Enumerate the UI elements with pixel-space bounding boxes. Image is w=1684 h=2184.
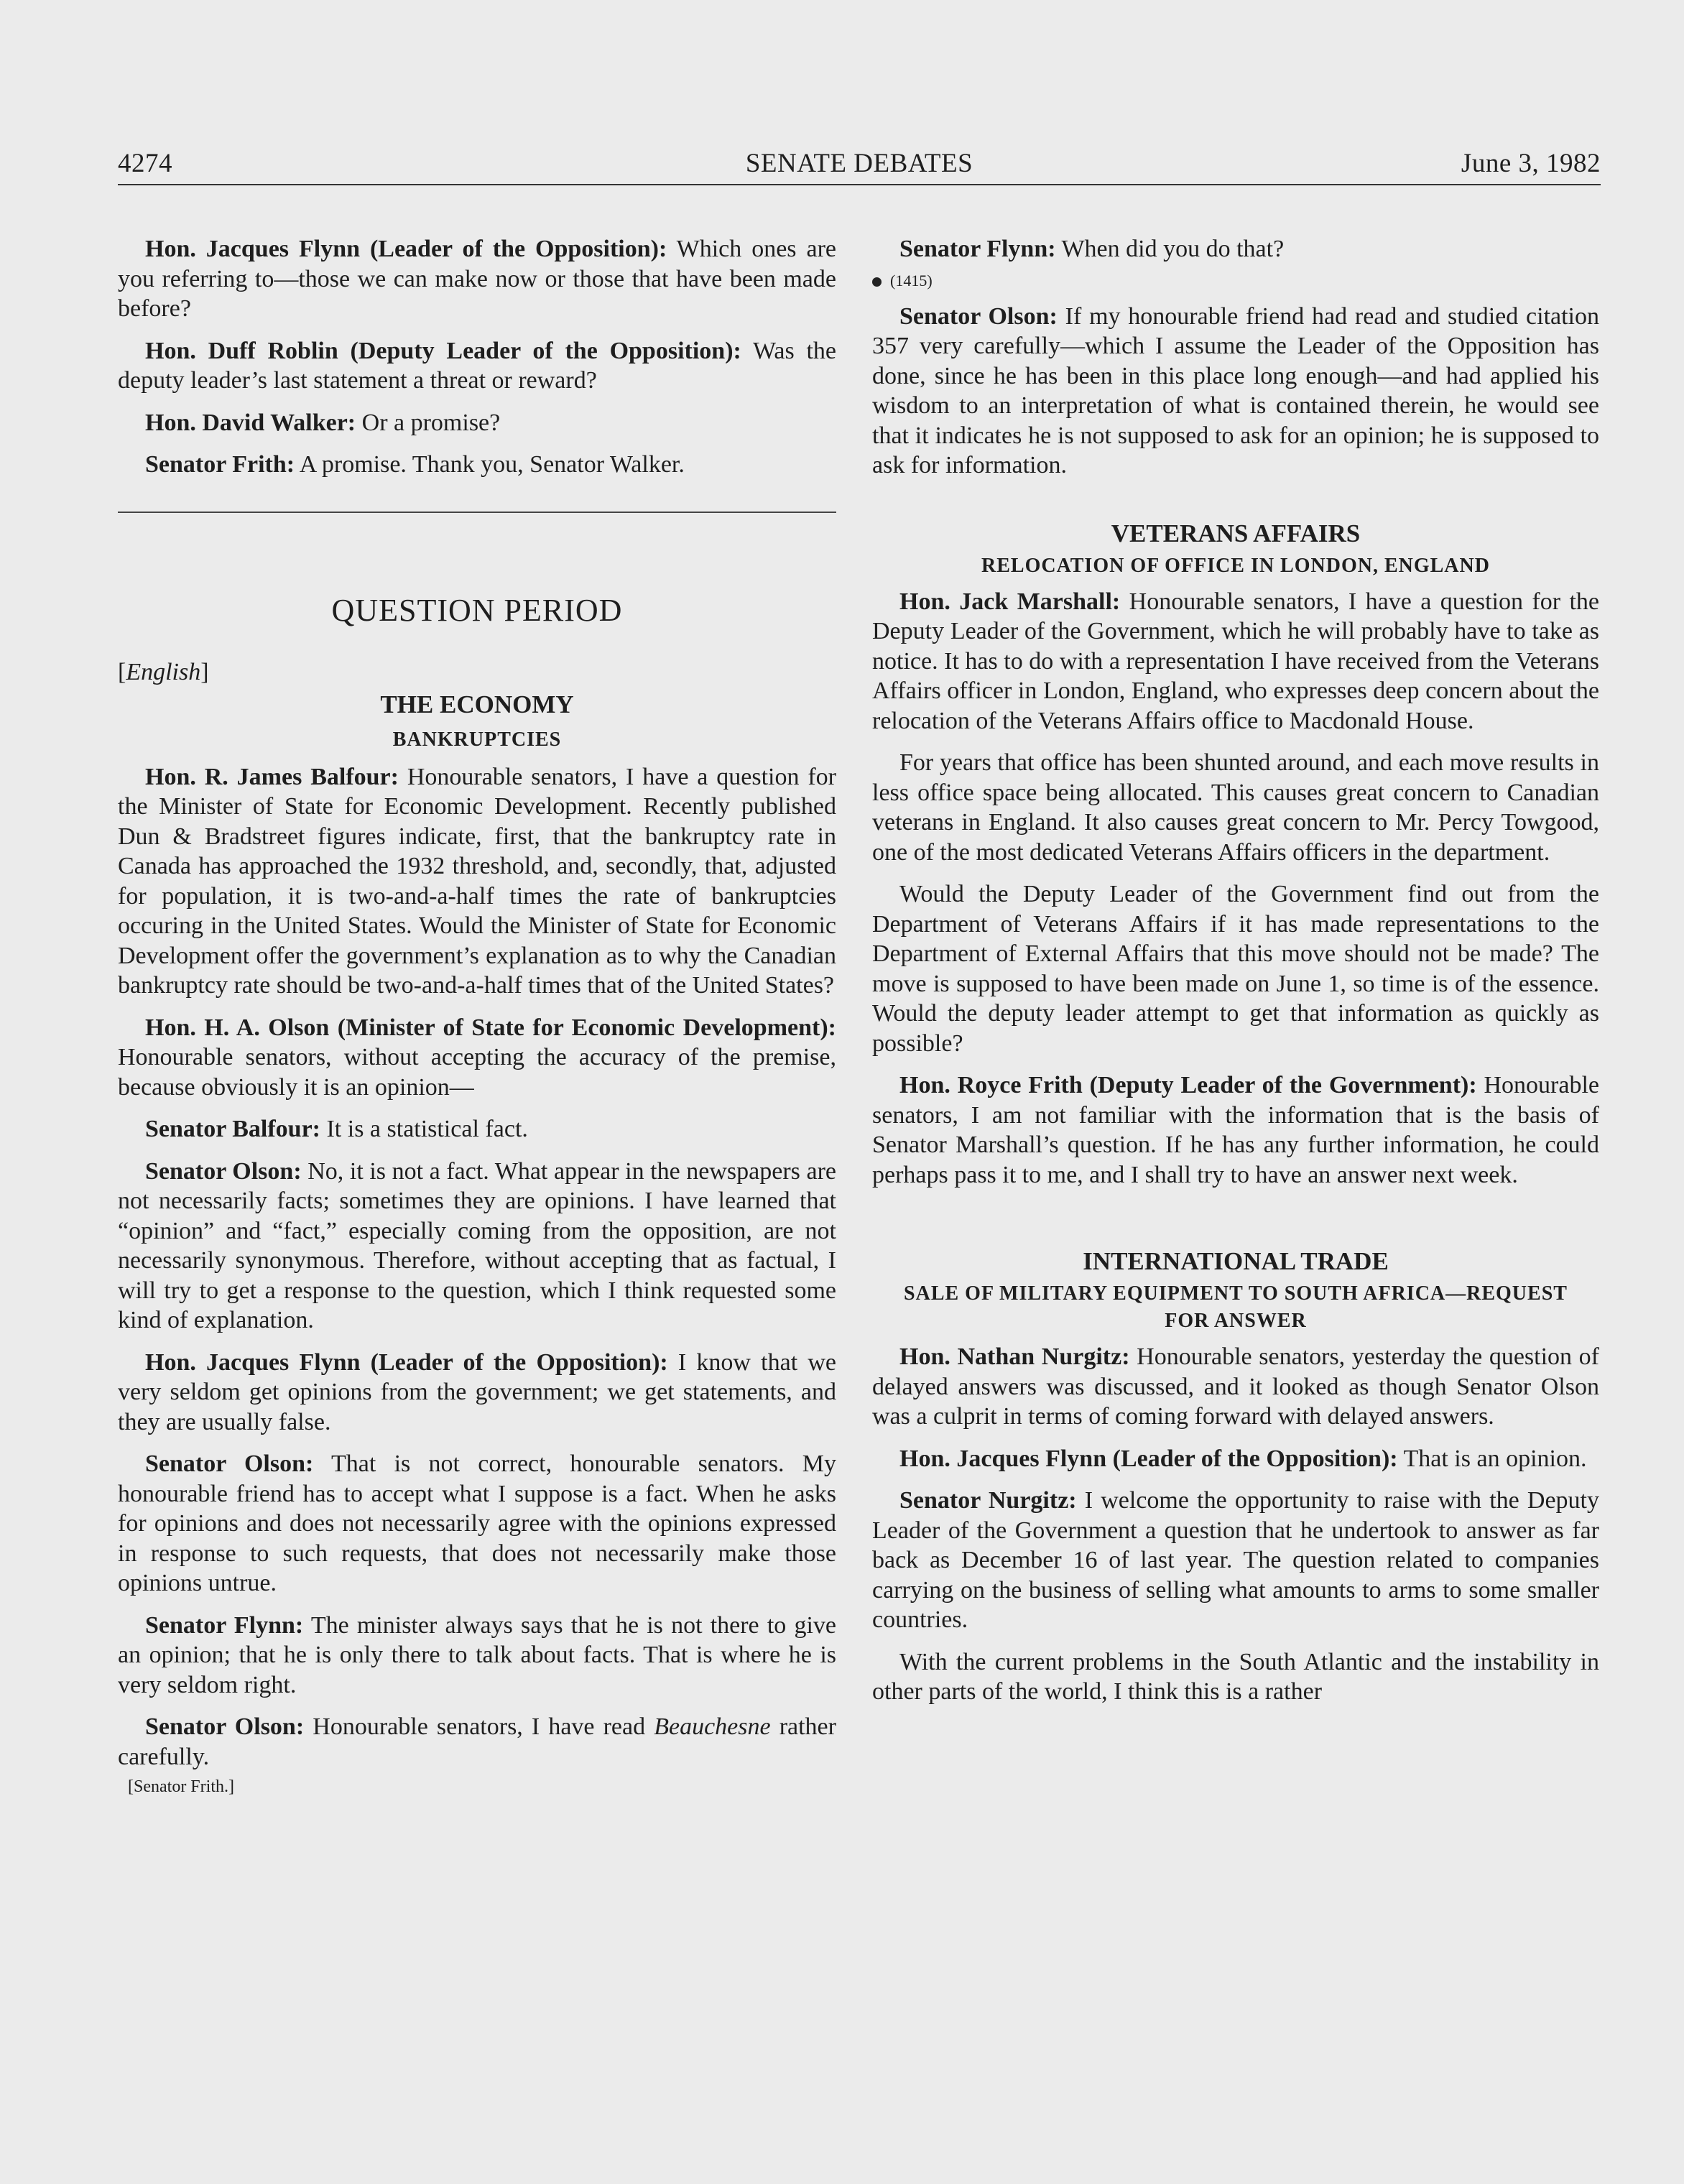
page-date: June 3, 1982 xyxy=(1461,149,1601,178)
speech-paragraph: Hon. Jacques Flynn (Leader of the Opposition): That is an opinion. xyxy=(899,1445,1587,1472)
speech-paragraph: Senator Flynn: The minister always says that he is not there to give an opinion; that he is only there to talk about facts. That is where he is very seldom right. xyxy=(118,1611,836,1698)
right-column xyxy=(872,234,1599,1719)
speech-paragraph: Senator Balfour: It is a statistical fact. xyxy=(145,1116,528,1142)
speech-paragraph: With the current problems in the South Atlantic and the instability in other parts of the world, I think this is a rather xyxy=(872,1648,1599,1705)
speech-paragraph: Hon. Jack Marshall: Honourable senators, I have a question for the Deputy Leader of the Government, which he will probably have to take as notice. It has to do with a representation I have received from the Veterans Affairs officer in London, England, who expresses deep concern about the relocation of the Veterans Affairs office to Macdonald House. xyxy=(872,588,1599,734)
speech-paragraph: Senator Nurgitz: I welcome the opportunity to raise with the Deputy Leader of the Government a question that he undertook to answer as far back as December 16 of last year. The question related to companies carrying on the business of selling what amounts to arms to some smaller countries. xyxy=(872,1487,1599,1633)
bullet-dot-icon xyxy=(872,277,882,287)
speech-paragraph: Hon. Duff Roblin (Deputy Leader of the Opposition): Was the deputy leader’s last statement a threat or reward? xyxy=(118,337,836,394)
subsection-heading-bankruptcies: BANKRUPTCIES xyxy=(392,728,562,751)
header-rule xyxy=(118,184,1601,185)
subsection-heading-sale-line2: FOR ANSWER xyxy=(1165,1310,1307,1332)
publication-title: SENATE DEBATES xyxy=(745,149,973,178)
speech-paragraph: For years that office has been shunted around, and each move results in less office space being allocated. This causes great concern to Canadian veterans in England. It also causes great concern to Mr. Percy Towgood, one of the most dedicated Veterans Affairs officers in the department. xyxy=(872,749,1599,866)
page-header xyxy=(118,148,1601,185)
speech-paragraph: Senator Olson: That is not correct, honourable senators. My honourable friend has to accept what I suppose is a fact. When he asks for opinions and does not necessarily agree with the opinions expressed in response to such requests, that does not necessarily make those opinions untrue. xyxy=(118,1450,836,1596)
speech-paragraph: Would the Deputy Leader of the Government find out from the Department of Veterans Affairs if it has made representations to the Department of External Affairs that this move should not be made? The move is supposed to have been made on June 1, so time is of the essence. Would the deputy leader attempt to get that information as quickly as possible? xyxy=(872,881,1599,1057)
footer-note: [Senator Frith.] xyxy=(128,1777,234,1796)
section-heading-trade: INTERNATIONAL TRADE xyxy=(1083,1247,1389,1275)
timestamp-marker: (1415) xyxy=(872,272,1599,290)
speech-paragraph: Hon. Royce Frith (Deputy Leader of the Government): Honourable senators, I am not familiar with the information that is the basis of Senator Marshall’s question. If he has any further information, he could perhaps pass it to me, and I shall try to have an answer next week. xyxy=(872,1072,1599,1188)
speech-paragraph: Hon. R. James Balfour: Honourable senators, I have a question for the Minister of State for Economic Development. Recently published Dun & Bradstreet figures indicate, first, that the bankruptcy rate in Canada has approached the 1932 threshold, and, secondly, that, adjusted for population, it is two-and-a-half times the rate of bankruptcies occuring in the United States. Would the Minister of State for Economic Development offer the government’s explanation as to why the Canadian bankruptcy rate should be two-and-a-half times that of the United States? xyxy=(118,763,836,999)
speech-paragraph: Hon. Jacques Flynn (Leader of the Opposition): I know that we very seldom get opinions from the government; we get statements, and they are usually false. xyxy=(118,1348,836,1435)
section-heading-veterans: VETERANS AFFAIRS xyxy=(1111,519,1361,547)
page-number: 4274 xyxy=(118,149,172,178)
section-divider xyxy=(118,512,836,513)
speech-paragraph: Senator Olson: No, it is not a fact. What appear in the newspapers are not necessarily facts; sometimes they are opinions. I have learned that “opinion” and “fact,” especially coming from the opposition, are not necessarily synonymous. Therefore, without accepting that as factual, I will try to get a response to the question, which I think requested some kind of explanation. xyxy=(118,1157,836,1333)
speech-paragraph: Hon. H. A. Olson (Minister of State for Economic Development): Honourable senators, without accepting the accuracy of the premise, because obviously it is an opinion— xyxy=(118,1014,836,1101)
speech-paragraph: Senator Flynn: When did you do that? xyxy=(899,236,1285,262)
speech-paragraph: Hon. Jacques Flynn (Leader of the Opposition): Which ones are you referring to—those we can make now or those that have been made before? xyxy=(118,236,836,322)
speech-paragraph: Hon. David Walker: Or a promise? xyxy=(145,409,501,436)
speech-paragraph: Senator Frith: A promise. Thank you, Senator Walker. xyxy=(145,451,685,478)
subsection-heading-sale: SALE OF MILITARY EQUIPMENT TO SOUTH AFRICA—REQUEST xyxy=(904,1282,1568,1305)
left-column xyxy=(118,234,836,1797)
speech-paragraph: Senator Olson: If my honourable friend had read and studied citation 357 very carefully—which I assume the Leader of the Opposition has done, since he has been in this place long enough—and had applied his wisdom to an interpretation of what is contained therein, he would see that it indicates he is not supposed to ask for an opinion; he is supposed to ask for information. xyxy=(872,302,1599,478)
language-tag: [English] xyxy=(118,658,209,685)
speech-paragraph: Senator Olson: Honourable senators, I have read Beauchesne rather carefully. xyxy=(118,1713,836,1770)
subsection-heading-relocation: RELOCATION OF OFFICE IN LONDON, ENGLAND xyxy=(981,554,1490,577)
question-period-title: QUESTION PERIOD xyxy=(331,592,623,628)
section-heading-economy: THE ECONOMY xyxy=(380,690,574,718)
speech-paragraph: Hon. Nathan Nurgitz: Honourable senators, yesterday the question of delayed answers was discussed, and it looked as though Senator Olson was a culprit in terms of coming forward with delayed answers. xyxy=(872,1343,1599,1430)
